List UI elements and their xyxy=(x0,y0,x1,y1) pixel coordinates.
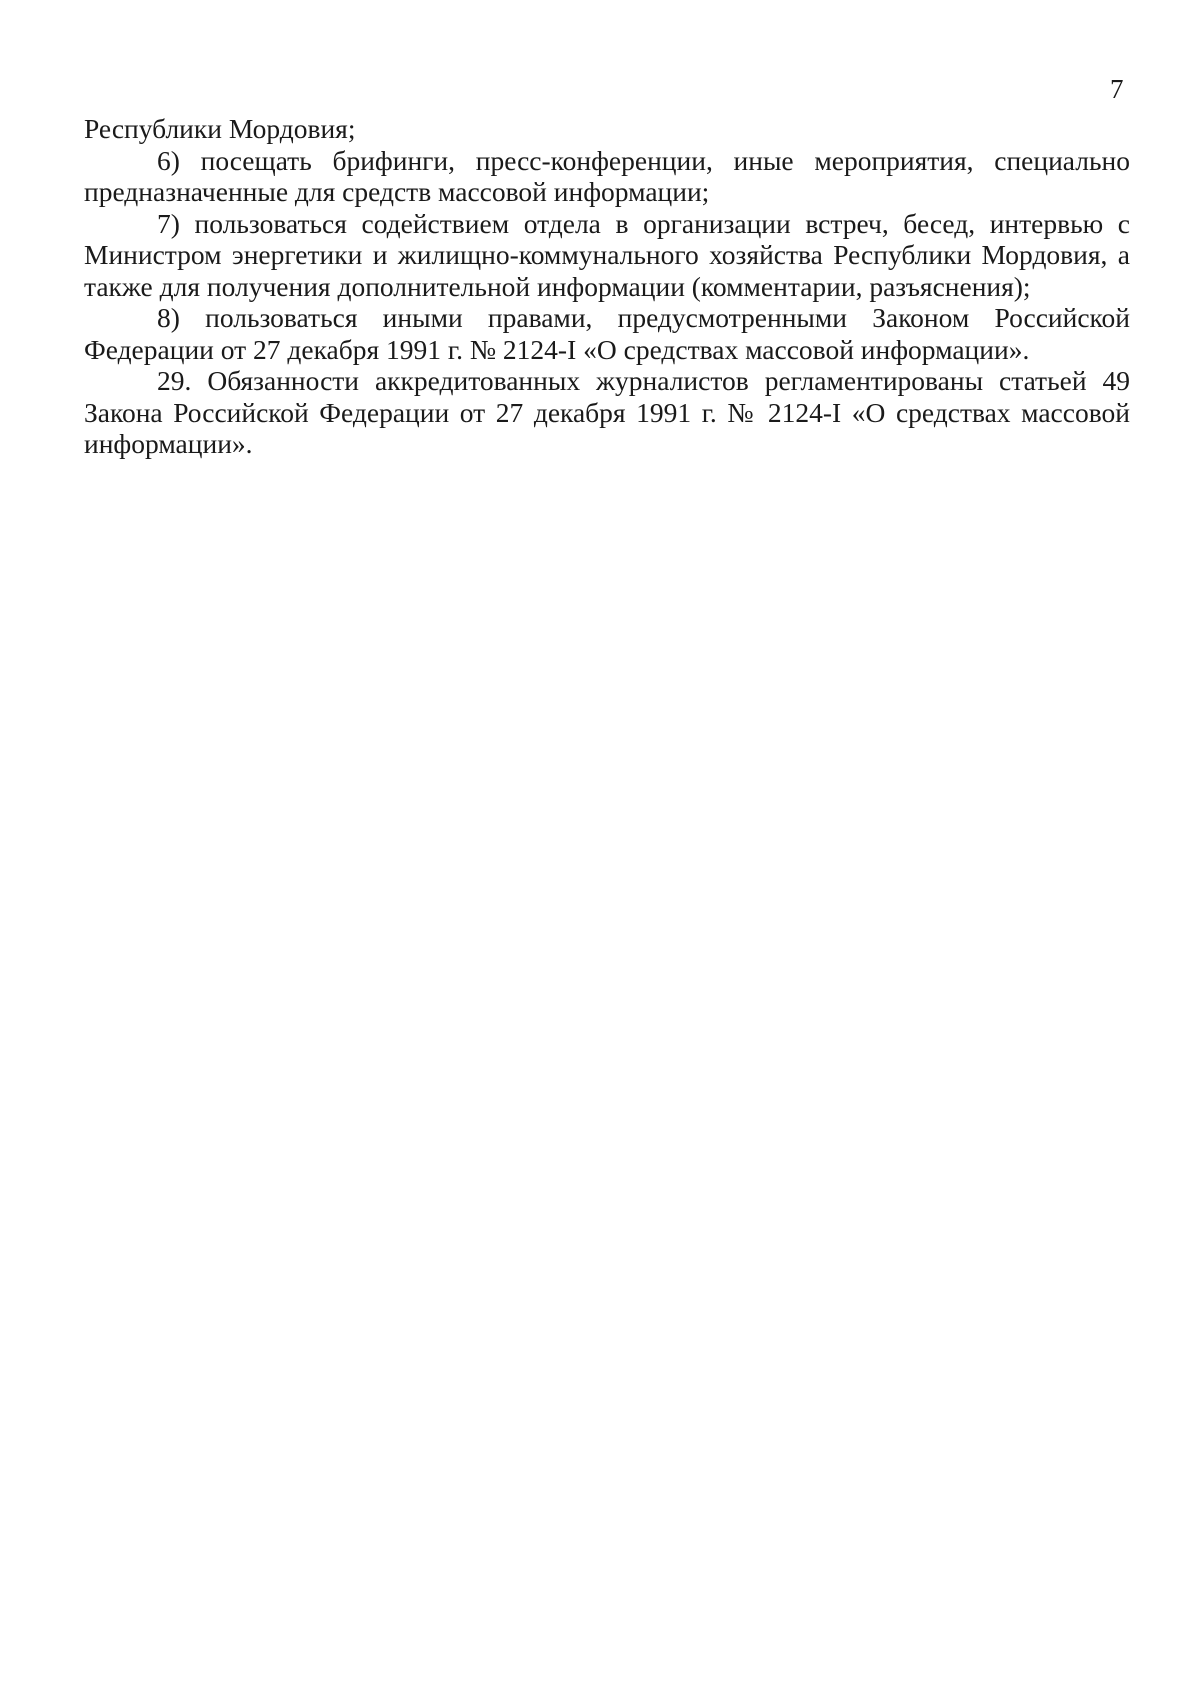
paragraph-item-6: 6) посещать брифинги, пресс-конференции, иные мероприятия, специально предназначенные для средств массовой информации; xyxy=(84,144,1130,207)
paragraph-continuation: Республики Мордовия; xyxy=(84,113,356,144)
paragraph-item-8: 8) пользоваться иными правами, предусмотренными Законом Российской Федерации от 27 декабря 1991 г. № 2124-I «О средствах массовой информации». xyxy=(84,302,1130,365)
page-number: 7 xyxy=(1110,74,1124,104)
document-body xyxy=(84,113,1130,460)
paragraph-item-7: 7) пользоваться содействием отдела в организации встреч, бесед, интервью с Министром энергетики и жилищно-коммунального хозяйства Республики Мордовия, а также для получения дополнительной информации (комментарии, разъяснения); xyxy=(84,207,1130,302)
paragraph-section-29: 29. Обязанности аккредитованных журналистов регламентированы статьей 49 Закона Российской Федерации от 27 декабря 1991 г. № 2124-I «О средствах массовой информации». xyxy=(84,365,1130,459)
